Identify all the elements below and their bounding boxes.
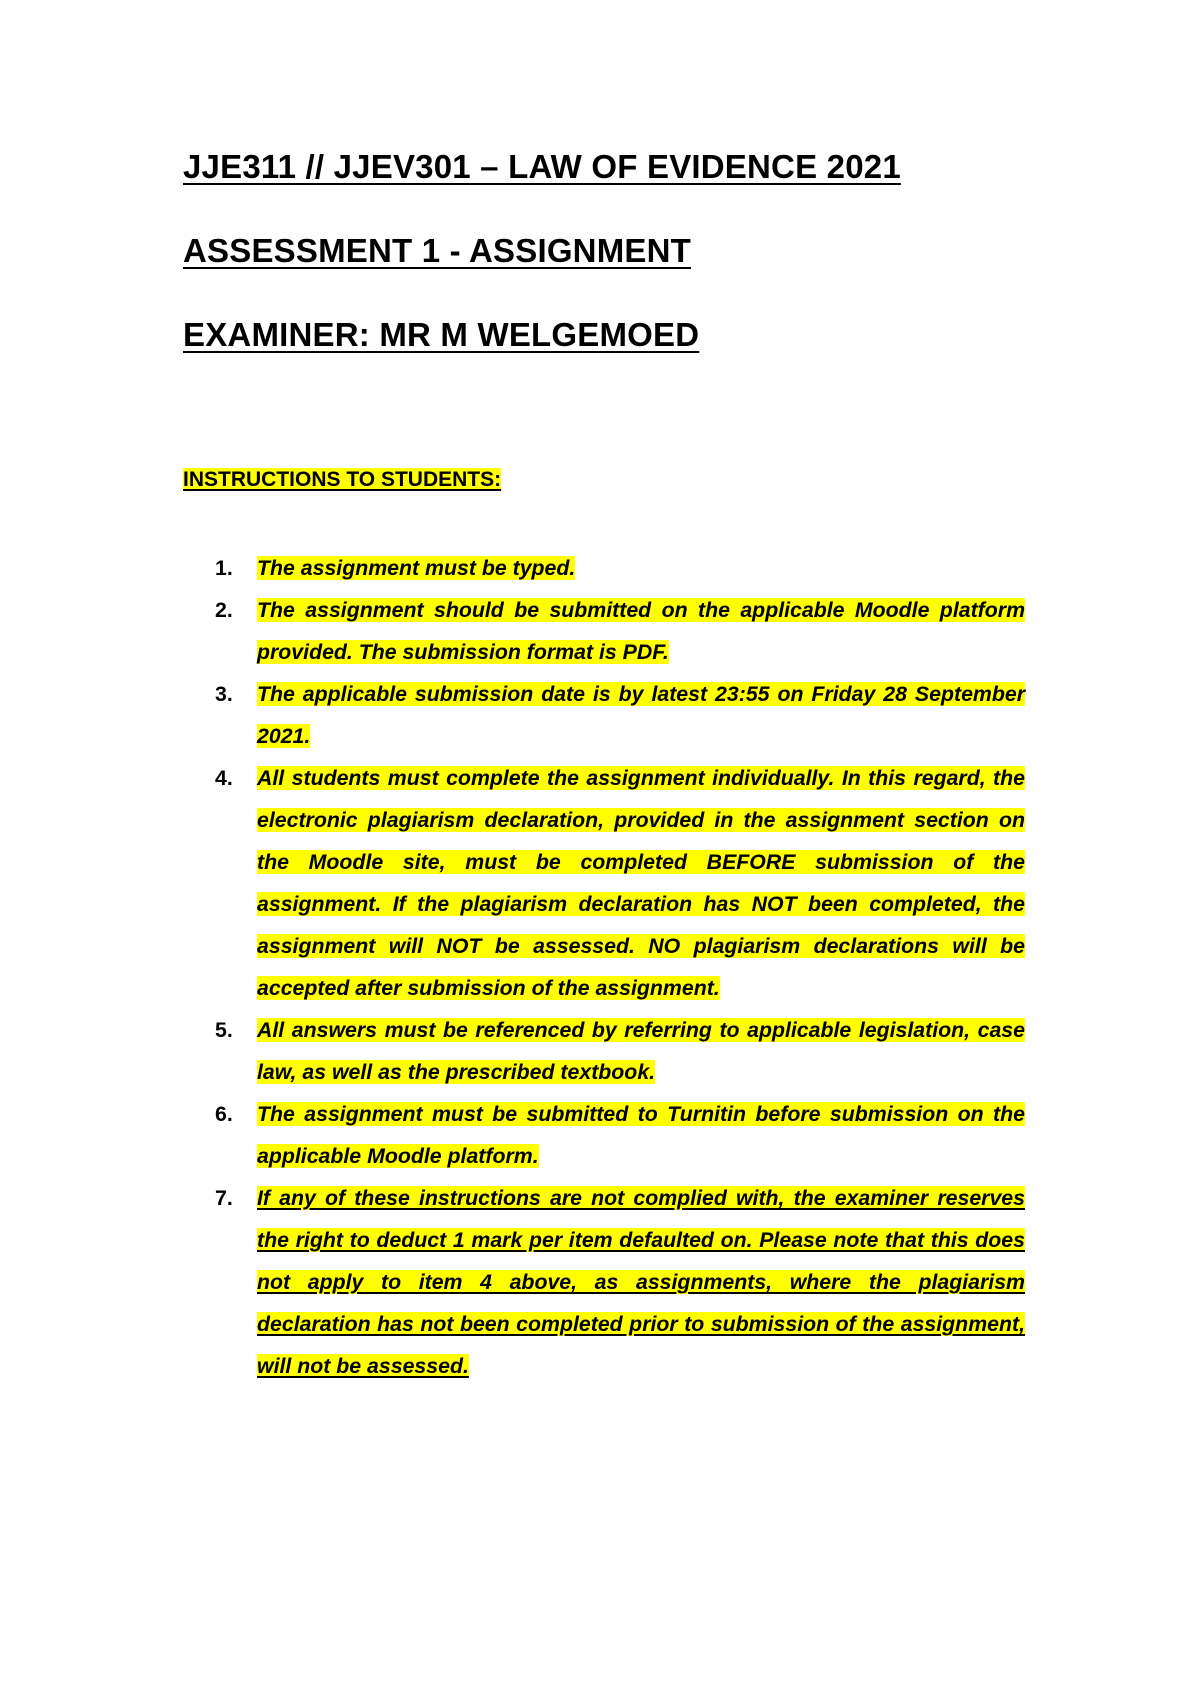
instruction-item-6 [215, 1093, 1025, 1177]
instruction-item-5 [215, 1009, 1025, 1093]
instruction-number: 6. [215, 1102, 233, 1126]
instruction-number: 4. [215, 766, 233, 790]
instruction-item-1 [215, 547, 1025, 589]
instruction-item-7 [215, 1177, 1025, 1387]
instruction-text: The assignment must be submitted to Turnitin before submission on the applicable Moodle platform. [257, 1102, 1025, 1168]
instruction-number: 2. [215, 598, 233, 622]
instruction-item-4 [215, 757, 1025, 1009]
assessment-heading: ASSESSMENT 1 - ASSIGNMENT [183, 232, 692, 269]
instruction-text: The assignment must be typed. [257, 556, 576, 580]
instruction-text: All answers must be referenced by referring to applicable legislation, case law, as well as the prescribed textbook. [257, 1018, 1025, 1084]
instruction-number: 5. [215, 1018, 233, 1042]
instructions-title [183, 468, 501, 492]
instruction-number: 1. [215, 556, 233, 580]
instruction-text: If any of these instructions are not complied with, the examiner reserves the right to deduct 1 mark per item defaulted on. Please note that this does not apply to item 4 above, as assignments, where the plagiarism declaration has not been completed prior to submission of the assignment, will not be assessed. [257, 1186, 1025, 1378]
instructions-title-text: INSTRUCTIONS TO STUDENTS: [183, 468, 502, 491]
instruction-text: All students must complete the assignment individually. In this regard, the electronic plagiarism declaration, provided in the assignment section on the Moodle site, must be completed BEFORE submission of the assignment. If the plagiarism declaration has NOT been completed, the assignment will NOT be assessed. NO plagiarism declarations will be accepted after submission of the assignment. [257, 766, 1025, 1000]
examiner-heading: EXAMINER: MR M WELGEMOED [183, 316, 700, 353]
instruction-text: The applicable submission date is by latest 23:55 on Friday 28 September 2021. [257, 682, 1025, 748]
instructions-list [215, 547, 1025, 1387]
instruction-number: 3. [215, 682, 233, 706]
instruction-text: The assignment should be submitted on the applicable Moodle platform provided. The submission format is PDF. [257, 598, 1025, 664]
instruction-number: 7. [215, 1186, 233, 1210]
course-title-heading: JJE311 // JJEV301 – LAW OF EVIDENCE 2021 [183, 148, 901, 185]
instruction-item-3 [215, 673, 1025, 757]
instruction-item-2 [215, 589, 1025, 673]
